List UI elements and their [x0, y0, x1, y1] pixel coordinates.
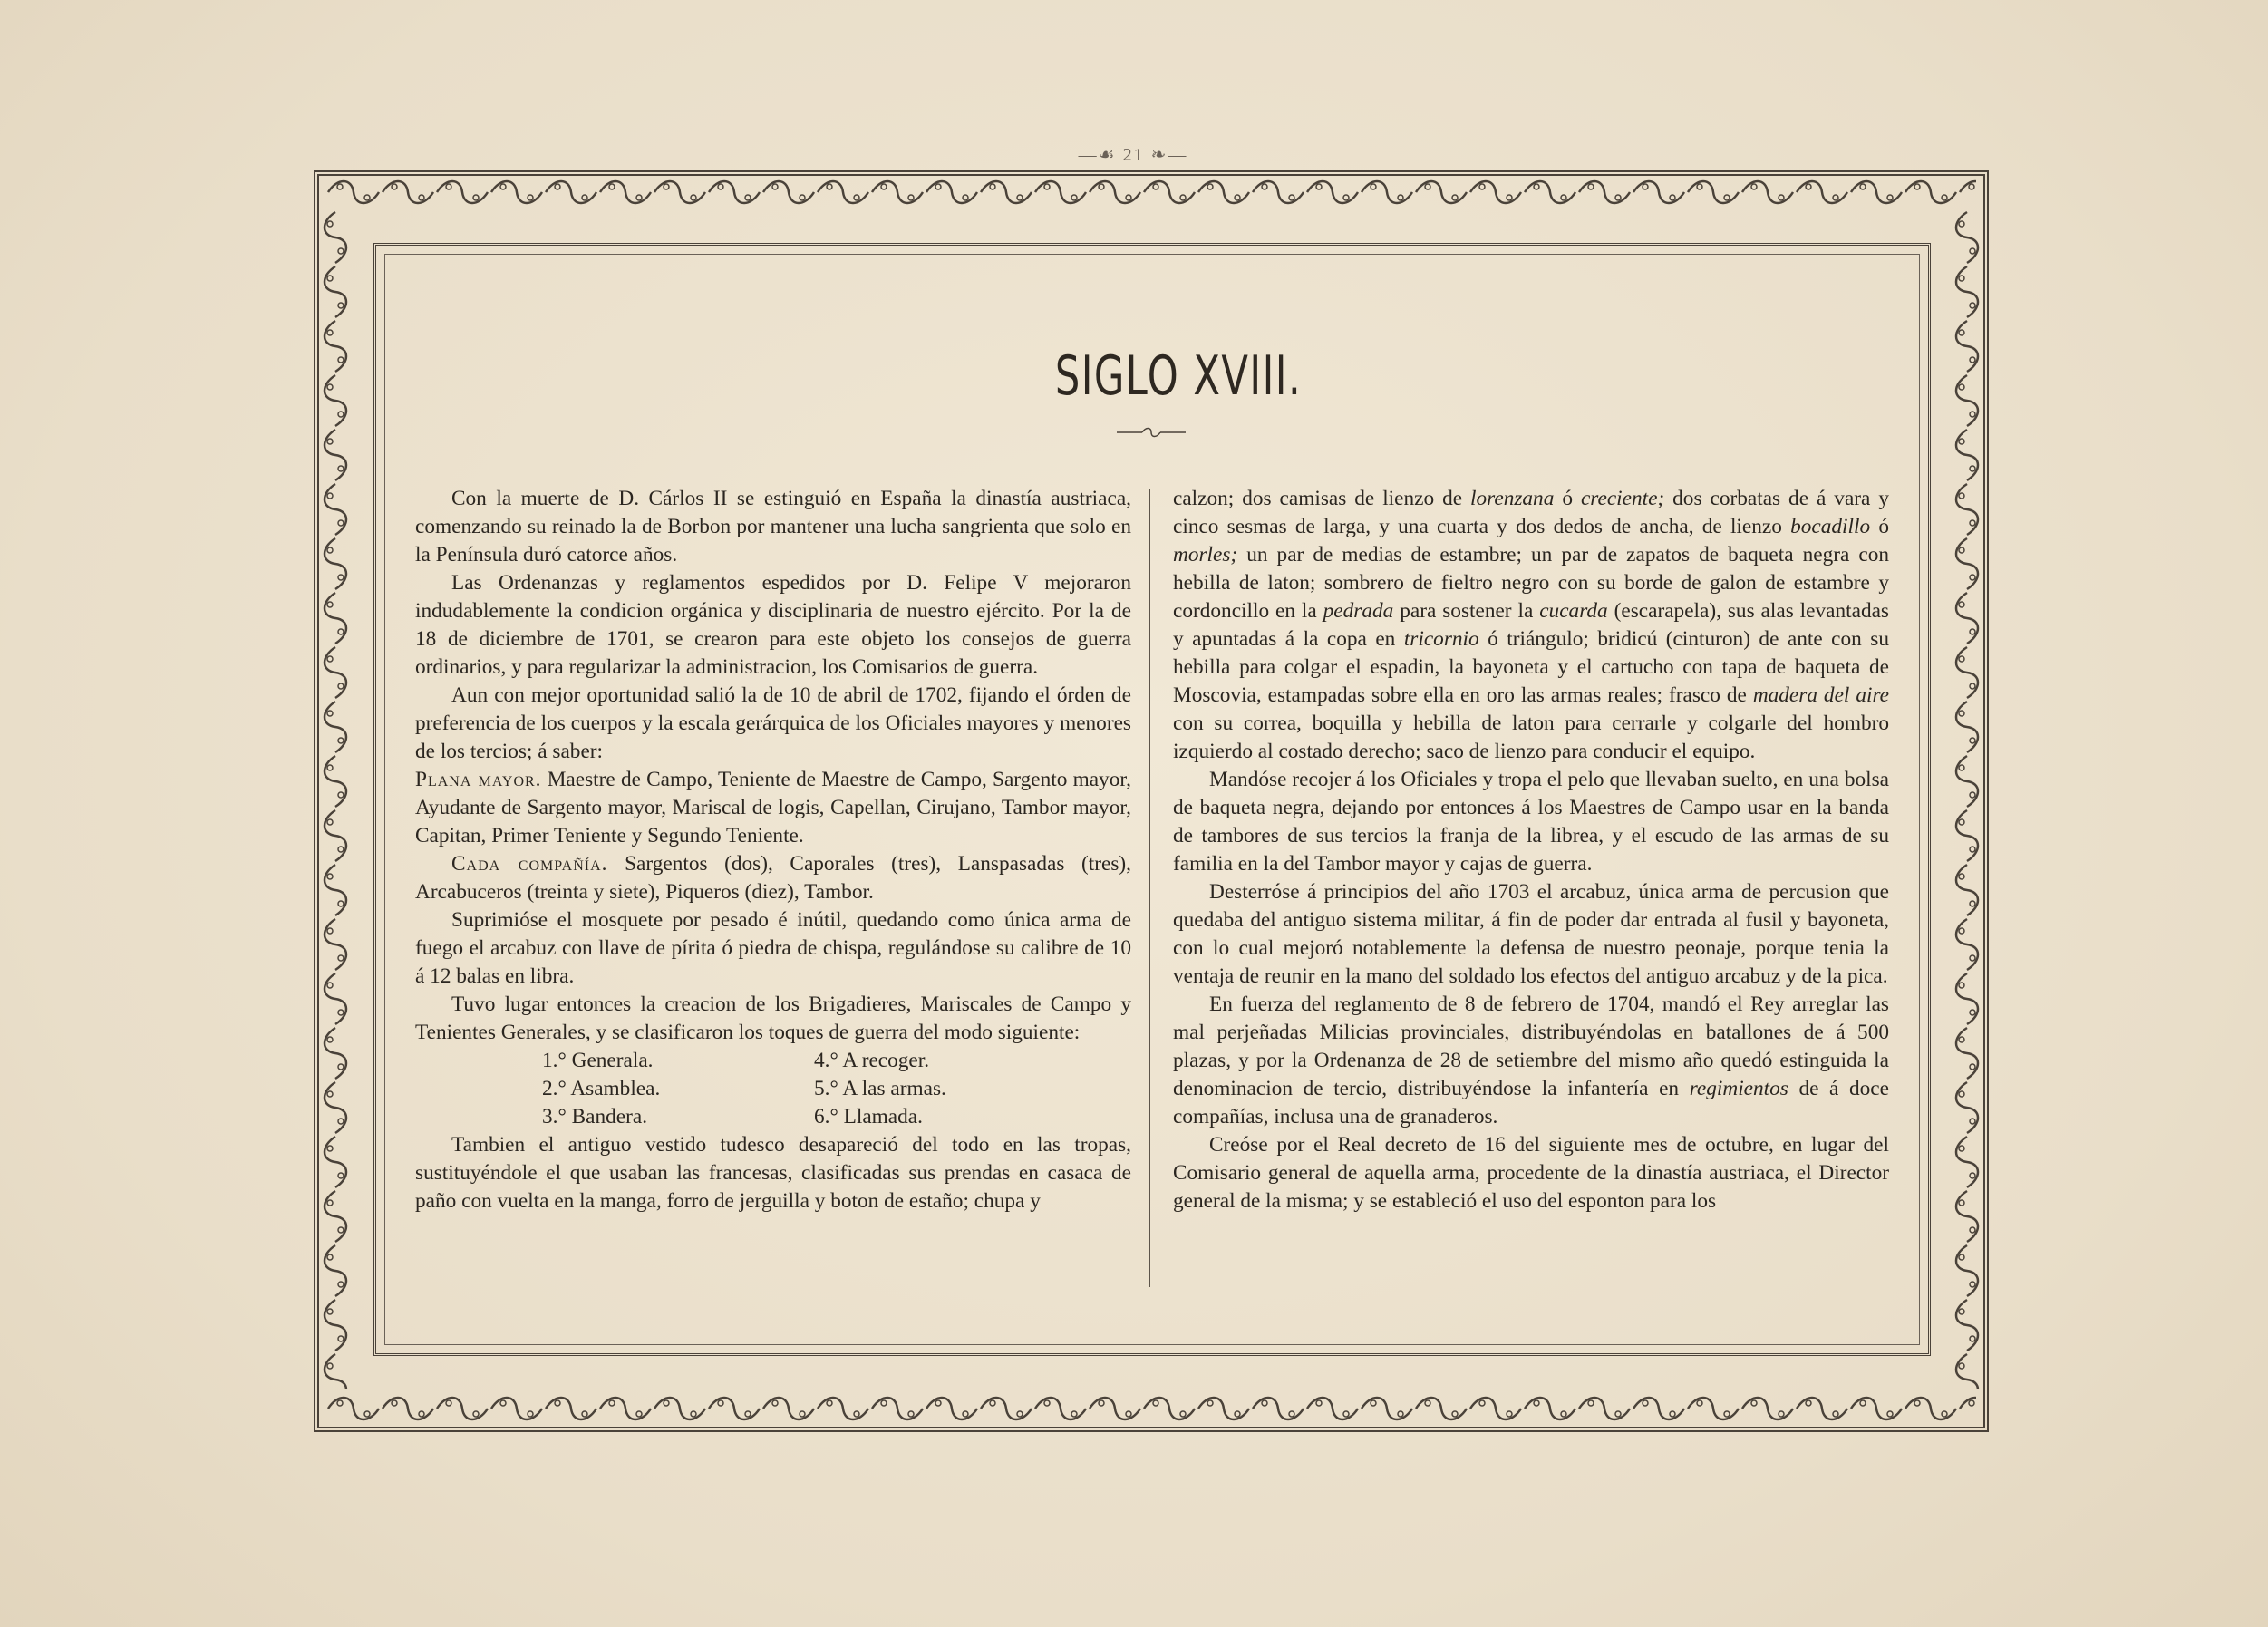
text-run: En fuerza del reglamento de 8 de febrero de 1704, mandó el Rey arreglar las mal perjeñadas Milicias provinciales, distribuyéndolas en batallones de á 500 plazas, y por la Ordenanza de 28 de setiembre del mismo año quedó estinguida la denominacion de tercio, distribuyéndose la infantería en — [1173, 993, 1889, 1100]
italic-term: lorenzana — [1470, 487, 1555, 510]
text-run: (escarapela), sus alas levantadas y apuntadas á la copa en — [1173, 599, 1890, 651]
toque-item: 3.° Bandera. — [542, 1105, 648, 1128]
text-run: ó triángulo; bridicú (cinturon) de ante con su hebilla para colgar el espadin, la bayoneta y el cartucho con tapa de baqueta de Moscovia, estampadas sobre ella en oro las armas reales; frasco de — [1173, 627, 1890, 707]
left-ornamental-band — [317, 210, 354, 1389]
plana-mayor-label: Plana mayor. — [415, 768, 542, 791]
cada-compania-text: Sargentos (dos), Caporales (tres), Lanspasadas (tres), Arcabuceros (treinta y siete), Piqueros (diez), Tambor. — [415, 852, 1131, 904]
top-ornamental-band — [326, 174, 1976, 210]
italic-term: bocadillo — [1790, 515, 1871, 538]
left-column — [415, 485, 1131, 1215]
text-run: de á doce compañías, inclusa una de granaderos. — [1173, 1077, 1889, 1128]
paragraph: Con la muerte de D. Cárlos II se estinguió en España la dinastía austriaca, comenzando su reinado la de Borbon por mantener una lucha sangrienta que solo en la Península duró catorce años. — [415, 487, 1131, 567]
plana-mayor-entry — [415, 766, 1131, 850]
paragraph: Desterróse á principios del año 1703 el arcabuz, única arma de percusion que quedaba del antiguo sistema militar, á fin de poder dar entrada al fusil y bayoneta, con lo cual mejoró notablemente la defensa de nuestro peonaje, porque tenia la ventaja de reunir en la mano del soldado los efectos del antiguo arcabuz y de la pica. — [1173, 880, 1889, 988]
paragraph: Creóse por el Real decreto de 16 del siguiente mes de octubre, en lugar del Comisario general de aquella arma, procedente de la dinastía austriaca, el Director general de la misma; y se estableció el uso del esponton para los — [1173, 1133, 1889, 1213]
toque-item: 2.° Asamblea. — [542, 1077, 661, 1100]
list-item — [415, 1075, 1131, 1103]
text-run: ó — [1554, 487, 1581, 510]
paragraph — [1173, 991, 1889, 1131]
paragraph: Tambien el antiguo vestido tudesco desapareció del todo en las tropas, sustituyéndole el que usaban las francesas, clasificadas sus prendas en casaca de paño con vuelta en la manga, forro de jerguilla y boton de estaño; chupa y — [415, 1133, 1131, 1213]
paragraph: Mandóse recojer á los Oficiales y tropa el pelo que llevaban suelto, en una bolsa de baqueta negra, dejando por entonces á los Maestres de Campo usar en la banda de tambores de sus tercios la franja de la librea, y el escudo de las armas de su familia en la del Tambor mayor y cajas de guerra. — [1173, 768, 1889, 876]
text-run: para sostener la — [1393, 599, 1540, 623]
toque-item: 6.° Llamada. — [814, 1105, 923, 1128]
paragraph: Suprimióse el mosquete por pesado é inútil, quedando como única arma de fuego el arcabuz con llave de pírita ó piedra de chispa, regulándose su calibre de 10 á 12 balas en libra. — [415, 908, 1131, 988]
paragraph: Aun con mejor oportunidad salió la de 10 de abril de 1702, fijando el órden de preferencia de los cuerpos y la escala gerárquica de los Oficiales mayores y menores de los tercios; á saber: — [415, 683, 1131, 763]
toque-item: 5.° A las armas. — [814, 1077, 946, 1100]
italic-term: regimientos — [1689, 1077, 1788, 1100]
list-item — [415, 1047, 1131, 1075]
column-divider — [1149, 489, 1150, 1287]
italic-term: creciente; — [1580, 487, 1665, 510]
italic-term: pedrada — [1323, 599, 1394, 623]
italic-term: cucarda — [1539, 599, 1608, 623]
paragraph — [1173, 485, 1889, 766]
paragraph: Las Ordenanzas y reglamentos espedidos por D. Felipe V mejoraron indudablemente la condicion orgánica y disciplinaria de nuestro ejército. Por la de 18 de diciembre de 1701, se crearon para este objeto los consejos de guerra ordinarios, y para regularizar la administracion, los Comisarios de guerra. — [415, 571, 1131, 679]
chapter-title: SIGLO XVIII. — [1054, 344, 1303, 408]
text-run: un par de medias de estambre; un par de zapatos de baqueta negra con hebilla de laton; sombrero de fieltro negro con su borde de galon de estambre y cordoncillo en la — [1173, 543, 1889, 623]
text-run: con su correa, boquilla y hebilla de laton para cerrarle y colgarle del hombro izquierdo al costado derecho; saco de lienzo para conducir el equipo. — [1173, 712, 1889, 763]
italic-term: morles; — [1173, 543, 1238, 567]
right-ornamental-band — [1949, 210, 1985, 1389]
toque-item: 4.° A recoger. — [814, 1049, 930, 1072]
text-run: dos corbatas de á vara y cinco sesmas de larga, y una cuarta y dos dedos de ancha, de lienzo — [1173, 487, 1890, 538]
italic-term: madera del aire — [1752, 683, 1890, 707]
italic-term: tricornio — [1403, 627, 1479, 651]
text-run: calzon; dos camisas de lienzo de — [1173, 487, 1471, 510]
title-flourish — [1115, 426, 1187, 439]
cada-compania-label: Cada compañía. — [451, 852, 608, 876]
paragraph: Tuvo lugar entonces la creacion de los Brigadieres, Mariscales de Campo y Tenientes Generales, y se clasificaron los toques de guerra del modo siguiente: — [415, 993, 1131, 1044]
toque-item: 1.° Generala. — [542, 1049, 654, 1072]
right-column — [1173, 485, 1889, 1215]
toques-list — [415, 1047, 1131, 1131]
text-run: ó — [1870, 515, 1889, 538]
plana-mayor-text: Maestre de Campo, Teniente de Maestre de Campo, Sargento mayor, Ayudante de Sargento mayor, Mariscal de logis, Capellan, Cirujano, Tambor mayor, Capitan, Primer Teniente y Segundo Teniente. — [415, 768, 1132, 847]
list-item — [415, 1103, 1131, 1131]
cada-compania-entry — [415, 850, 1131, 906]
bottom-ornamental-band — [326, 1390, 1976, 1427]
page-number: —☙ 21 ❧— — [1078, 145, 1188, 165]
